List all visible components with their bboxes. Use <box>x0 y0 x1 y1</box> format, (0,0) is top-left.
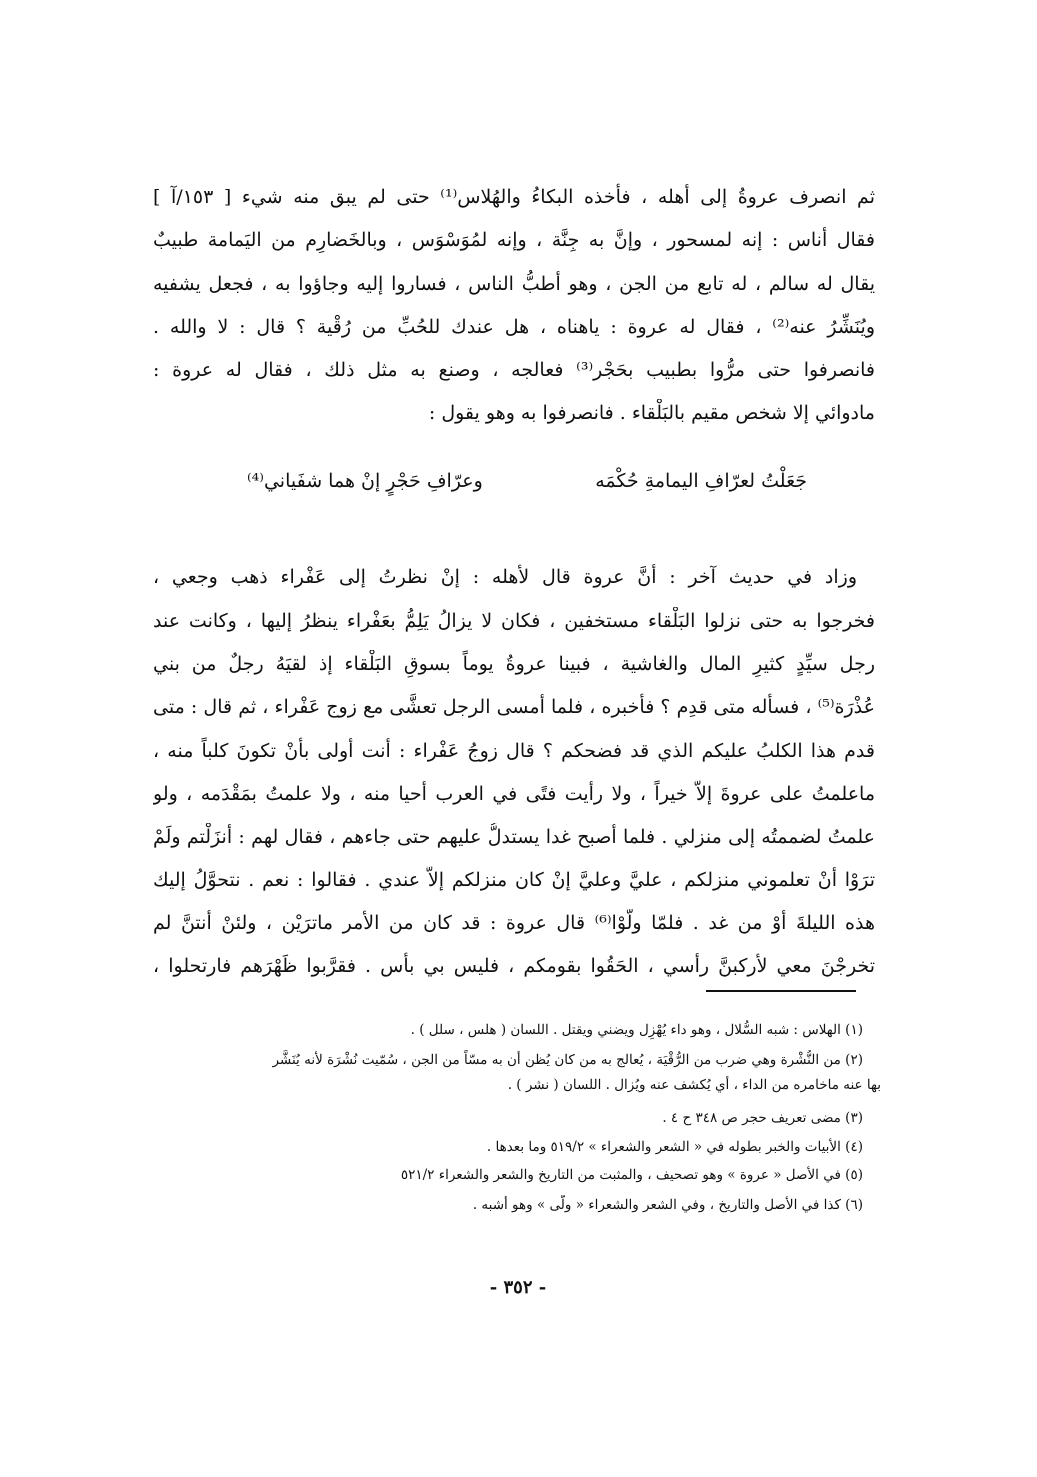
body-line: مادوائي إلا شخص مقيم بالبَلْقاء . فانصرفوا به وهو يقول : <box>428 402 875 424</box>
footnote: (١) الهلاس : شبه السُّلال ، وهو داء يُهْزِل ويضني ويقتل . اللسان ( هلس ، سلل ) . <box>410 1022 863 1038</box>
body-line: ثم انصرف عروةُ إلى أهله ، فأخذه البكاءُ والهُلاس⁽¹⁾ حتى لم يبق منه شيء [ ١٥٣/آ ] <box>153 186 875 208</box>
footnote: (٣) مضى تعريف حجر ص ٣٤٨ ح ٤ . <box>662 1110 863 1126</box>
verse-first-hemistich: جَعَلْتُ لعرّافِ اليمامةِ حُكْمَه <box>595 470 807 492</box>
body-line: قدم هذا الكلبُ عليكم الذي قد فضحكم ؟ قال زوجُ عَفْراء : أنت أولى بأنْ تكونَ كلباً منه ، <box>153 740 875 762</box>
footnote: (٥) في الأصل « عروة » وهو تصحيف ، والمثبت من التاريخ والشعر والشعراء ٥٢١/٢ <box>400 1167 863 1183</box>
body-line: فقال أناس : إنه لمسحور ، وإنَّ به جِنَّة ، وإنه لمُوَسْوَس ، وبالخَضارِم من اليَمامة طبيبٌ <box>153 229 875 251</box>
poem-verse <box>247 467 807 497</box>
body-line: ماعلمتُ على عروةَ إلاَّ خيراً ، ولا رأيت فتًى في العرب أحيا منه ، ولا علمتُ بمَقْدَمه ، ولو <box>153 783 875 805</box>
footnote-continuation: بها عنه ماخامره من الداء ، أي يُكشف عنه ويُزال . اللسان ( نشر ) . <box>507 1077 881 1093</box>
footnote-separator <box>706 990 856 992</box>
body-line: ويُنَشِّرُ عنه⁽²⁾ ، فقال له عروة : ياهناه ، هل عندك للحُبِّ من رُقْية ؟ قال : لا والله . <box>153 316 875 338</box>
footnote: (٤) الأبيات والخبر بطوله في « الشعر والشعراء » ٥١٩/٢ وما بعدها . <box>486 1139 863 1155</box>
page-number: - ٣٥٢ - <box>489 1277 547 1298</box>
body-line: ترَوْا أنْ تعلموني منزلكم ، عليَّ وعليَّ إنْ كان منزلكم إلاَّ عندي . فقالوا : نعم . نتحوَّلُ إليك <box>153 869 875 891</box>
body-line: فخرجوا به حتى نزلوا البَلْقاء مستخفين ، فكان لا يزالُ يَلِمُّ بعَفْراء ينظرُ إليها ، وكانت عند <box>153 610 875 632</box>
verse-second-hemistich: وعرّافِ حَجْرٍ إنْ هما شفَياني⁽⁴⁾ <box>247 470 483 492</box>
body-line: هذه الليلةَ أوْ من غد . فلمّا ولَّوْا⁽⁶⁾ قال عروة : قد كان من الأمر ماترَيْن ، ولئنْ أنتنَّ لم <box>153 912 875 934</box>
footnote: (٦) كذا في الأصل والتاريخ ، وفي الشعر والشعراء « ولَّى » وهو أشبه . <box>472 1197 863 1213</box>
body-line: تخرجْنَ معي لأركبنَّ رأسي ، الحَقُوا بقومكم ، فليس بي بأس . فقرَّبوا ظَهْرَهم فارتحلوا ، <box>153 955 875 977</box>
footnote: (٢) من النُّشْرة وهي ضرب من الرُّقْيَة ، يُعالج به من كان يُظن أن به مسّاً من الجن ، سُمّيت نُشْرَة لأنه يُنَشَّر <box>272 1052 863 1068</box>
body-line: علمتُ لضممتُه إلى منزلي . فلما أصبح غدا يستدلُّ عليهم حتى جاءهم ، فقال لهم : أنزَلْتم ولَمْ <box>153 826 875 848</box>
body-line: رجل سيِّدٍ كثيرِ المال والغاشية ، فبينا عروةُ يوماً بسوقِ البَلْقاء إذ لقيَهُ رجلٌ من بني <box>153 653 875 675</box>
body-line: وزاد في حديث آخر : أنَّ عروة قال لأهله : إنْ نظرتُ إلى عَفْراء ذهب وجعي ، <box>153 566 857 588</box>
body-line: يقال له سالم ، له تابع من الجن ، وهو أطبُّ الناس ، فساروا إليه وجاؤوا به ، فجعل يشفيه <box>153 273 875 295</box>
body-line: فانصرفوا حتى مرُّوا بطبيب بحَجْر⁽³⁾ فعالجه ، وصنع به مثل ذلك ، فقال له عروة : <box>153 359 875 381</box>
body-line: عُذْرَة⁽⁵⁾ ، فسأله متى قدِم ؟ فأخبره ، فلما أمسى الرجل تعشَّى مع زوج عَفْراء ، ثم قال : متى <box>153 696 875 718</box>
